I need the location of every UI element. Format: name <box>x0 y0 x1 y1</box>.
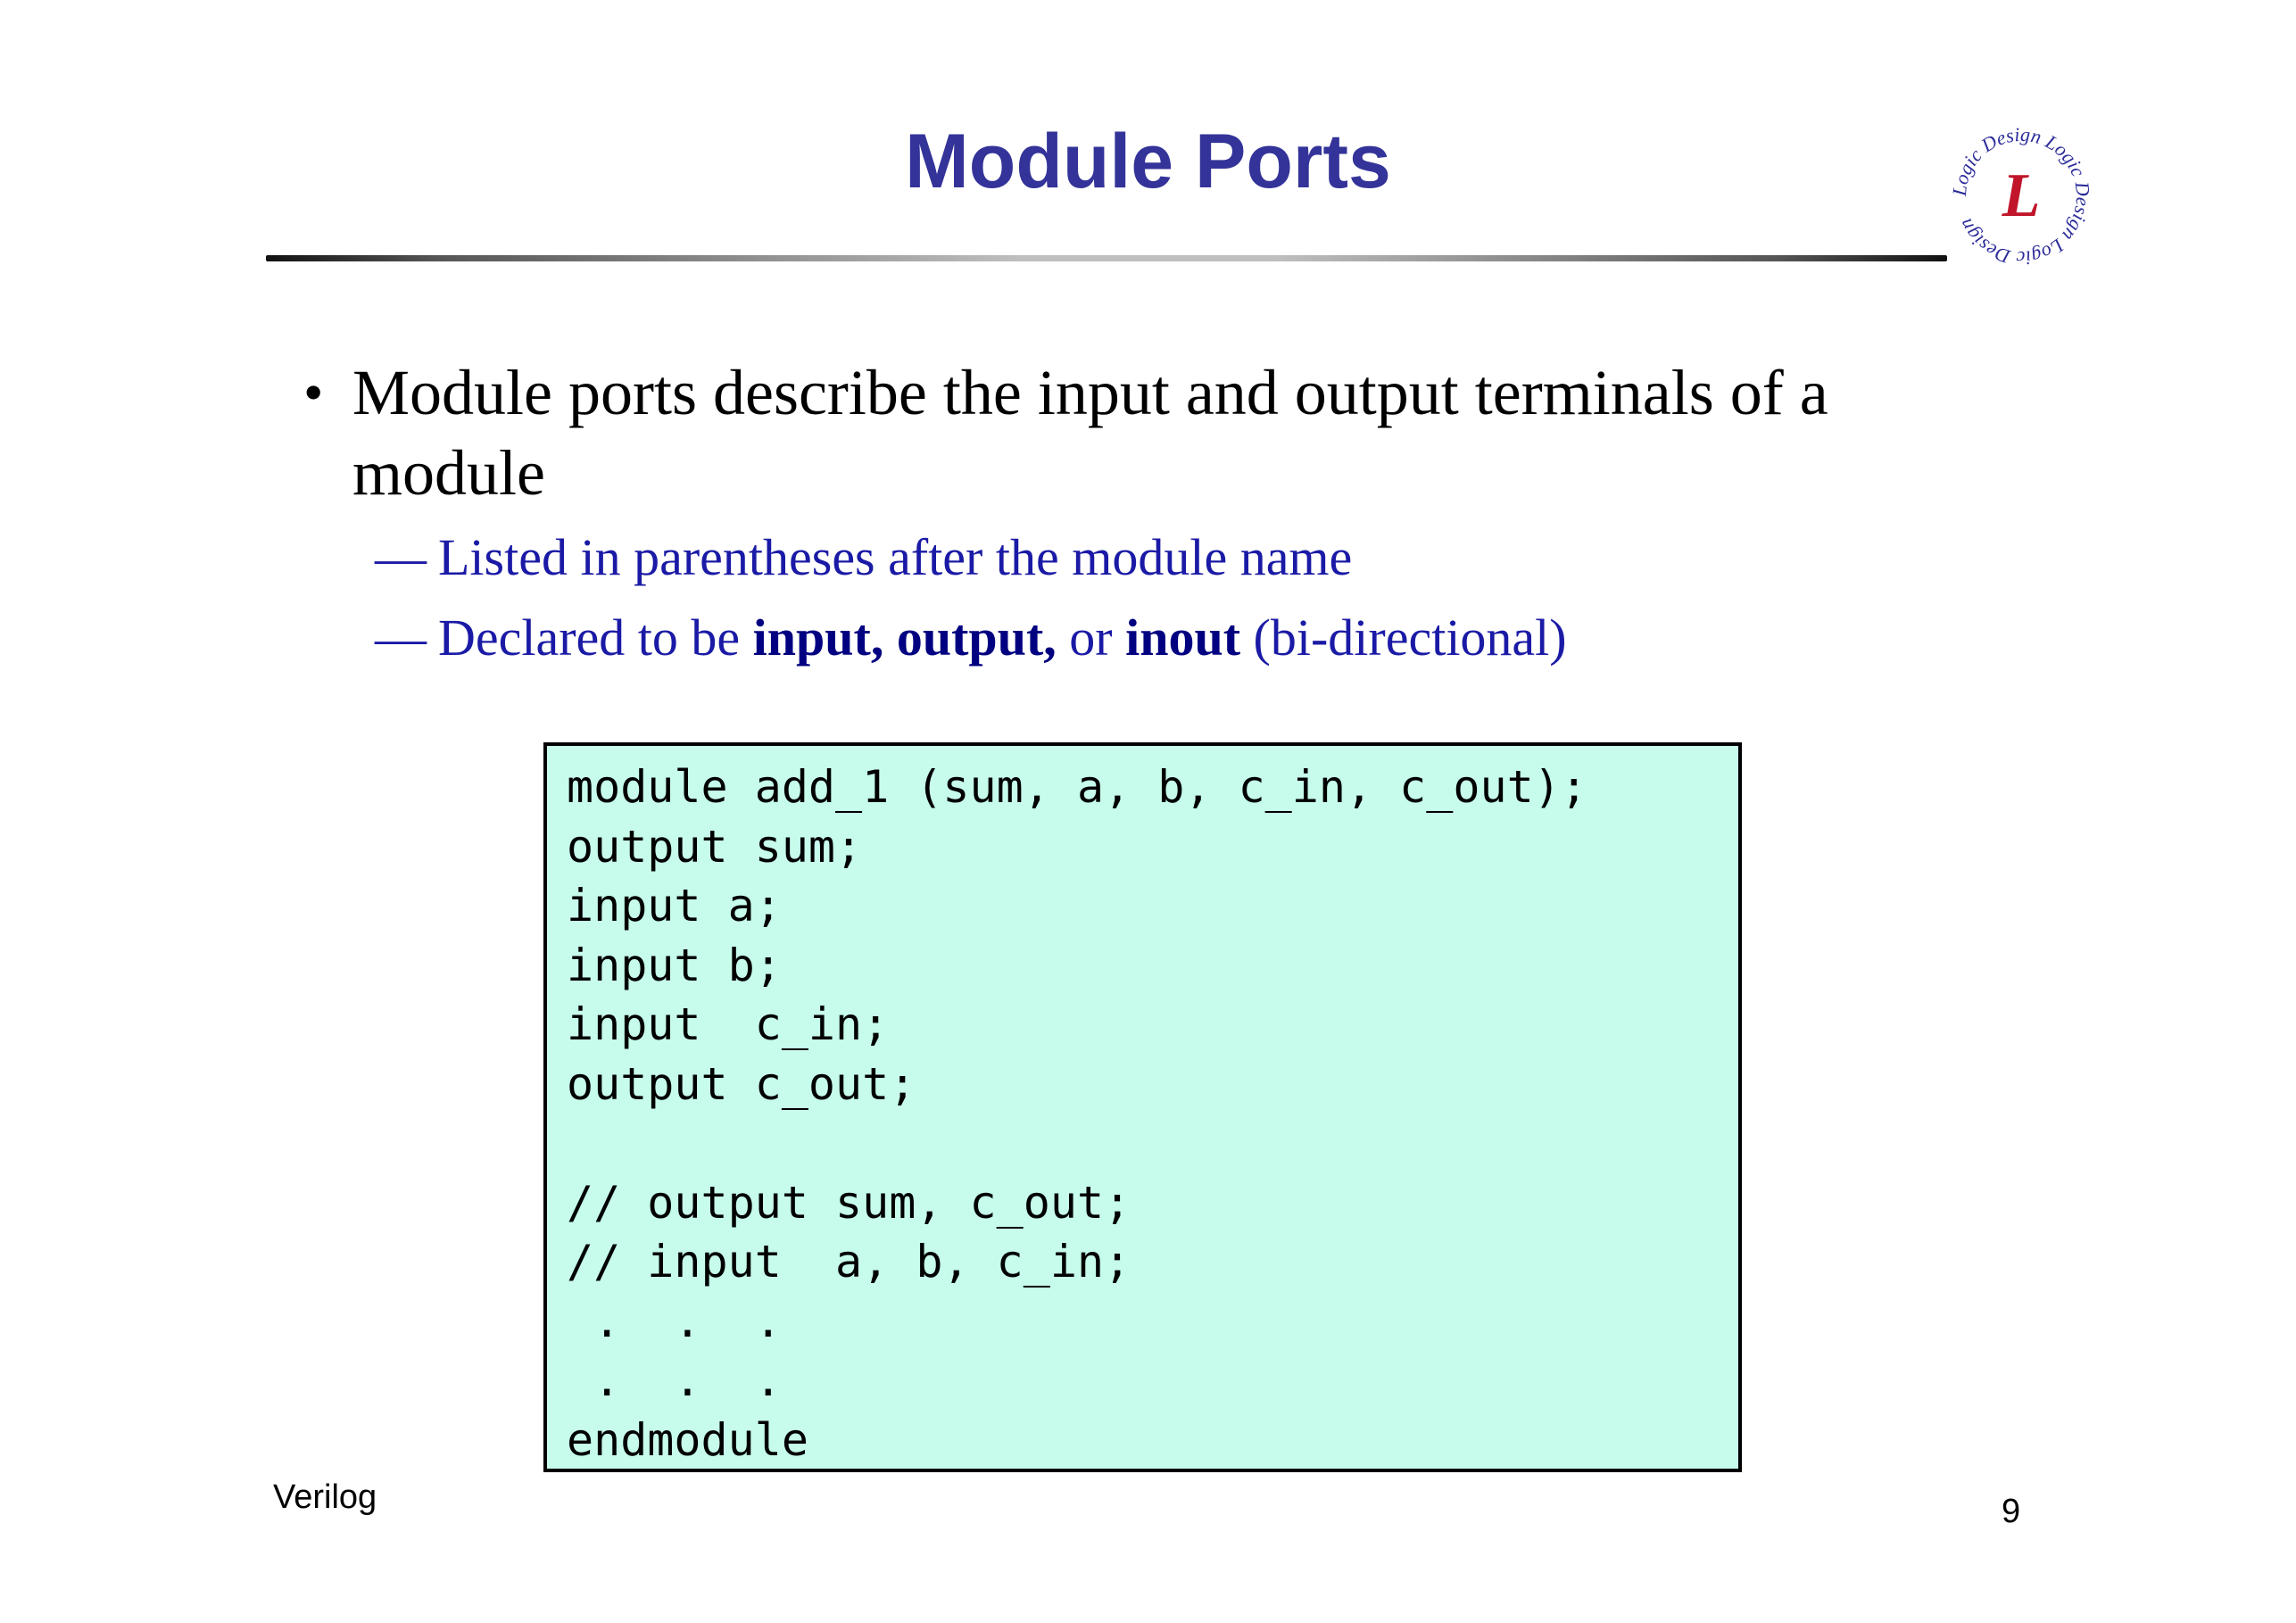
code-block <box>543 742 1742 1472</box>
title-divider <box>266 255 1947 261</box>
sub2-or: or <box>1056 609 1126 667</box>
code-line: input c_in; <box>567 998 890 1050</box>
sub-bullet-1-text: Listed in parentheses after the module name <box>438 528 1353 586</box>
keyword-inout: inout <box>1125 609 1241 667</box>
sub-bullet-2-text <box>438 609 1567 667</box>
bullet-dot: • <box>303 360 324 424</box>
code-line: endmodule <box>567 1413 808 1466</box>
code-line: module add_1 (sum, a, b, c_in, c_out); <box>567 761 1587 813</box>
code-line: input b; <box>567 939 782 991</box>
logo-ring-text: Logic Design Logic Design Logic Design <box>1947 122 2095 270</box>
keyword-output: output, <box>896 609 1057 667</box>
code-line: input a; <box>567 880 782 932</box>
sub2-rest: (bi-directional) <box>1240 609 1567 667</box>
sub-bullet-dash: — <box>375 609 427 667</box>
code-line: output c_out; <box>567 1057 916 1110</box>
sub2-space <box>883 609 897 667</box>
sub-bullet-2 <box>375 607 1567 669</box>
code-line: // input a, b, c_in; <box>567 1236 1131 1288</box>
page-number: 9 <box>2002 1493 2021 1530</box>
main-bullet <box>303 352 1927 513</box>
logo-letter: L <box>2002 161 2041 230</box>
code-line: . . . <box>567 1295 782 1347</box>
main-bullet-text: Module ports describe the input and output terminals of a module <box>352 357 1828 509</box>
sub2-part1: Declared to be <box>438 609 753 667</box>
code-line: // output sum, c_out; <box>567 1176 1131 1229</box>
keyword-input: input, <box>752 609 884 667</box>
code-line <box>567 1114 1738 1173</box>
sub-bullet-dash: — <box>375 528 427 586</box>
sub-bullet-1 <box>375 526 1352 589</box>
code-line: output sum; <box>567 820 863 873</box>
code-line: . . . <box>567 1354 782 1406</box>
slide-title: Module Ports <box>905 119 1391 204</box>
logic-design-logo <box>1941 116 2101 277</box>
footer-label: Verilog <box>273 1478 377 1516</box>
